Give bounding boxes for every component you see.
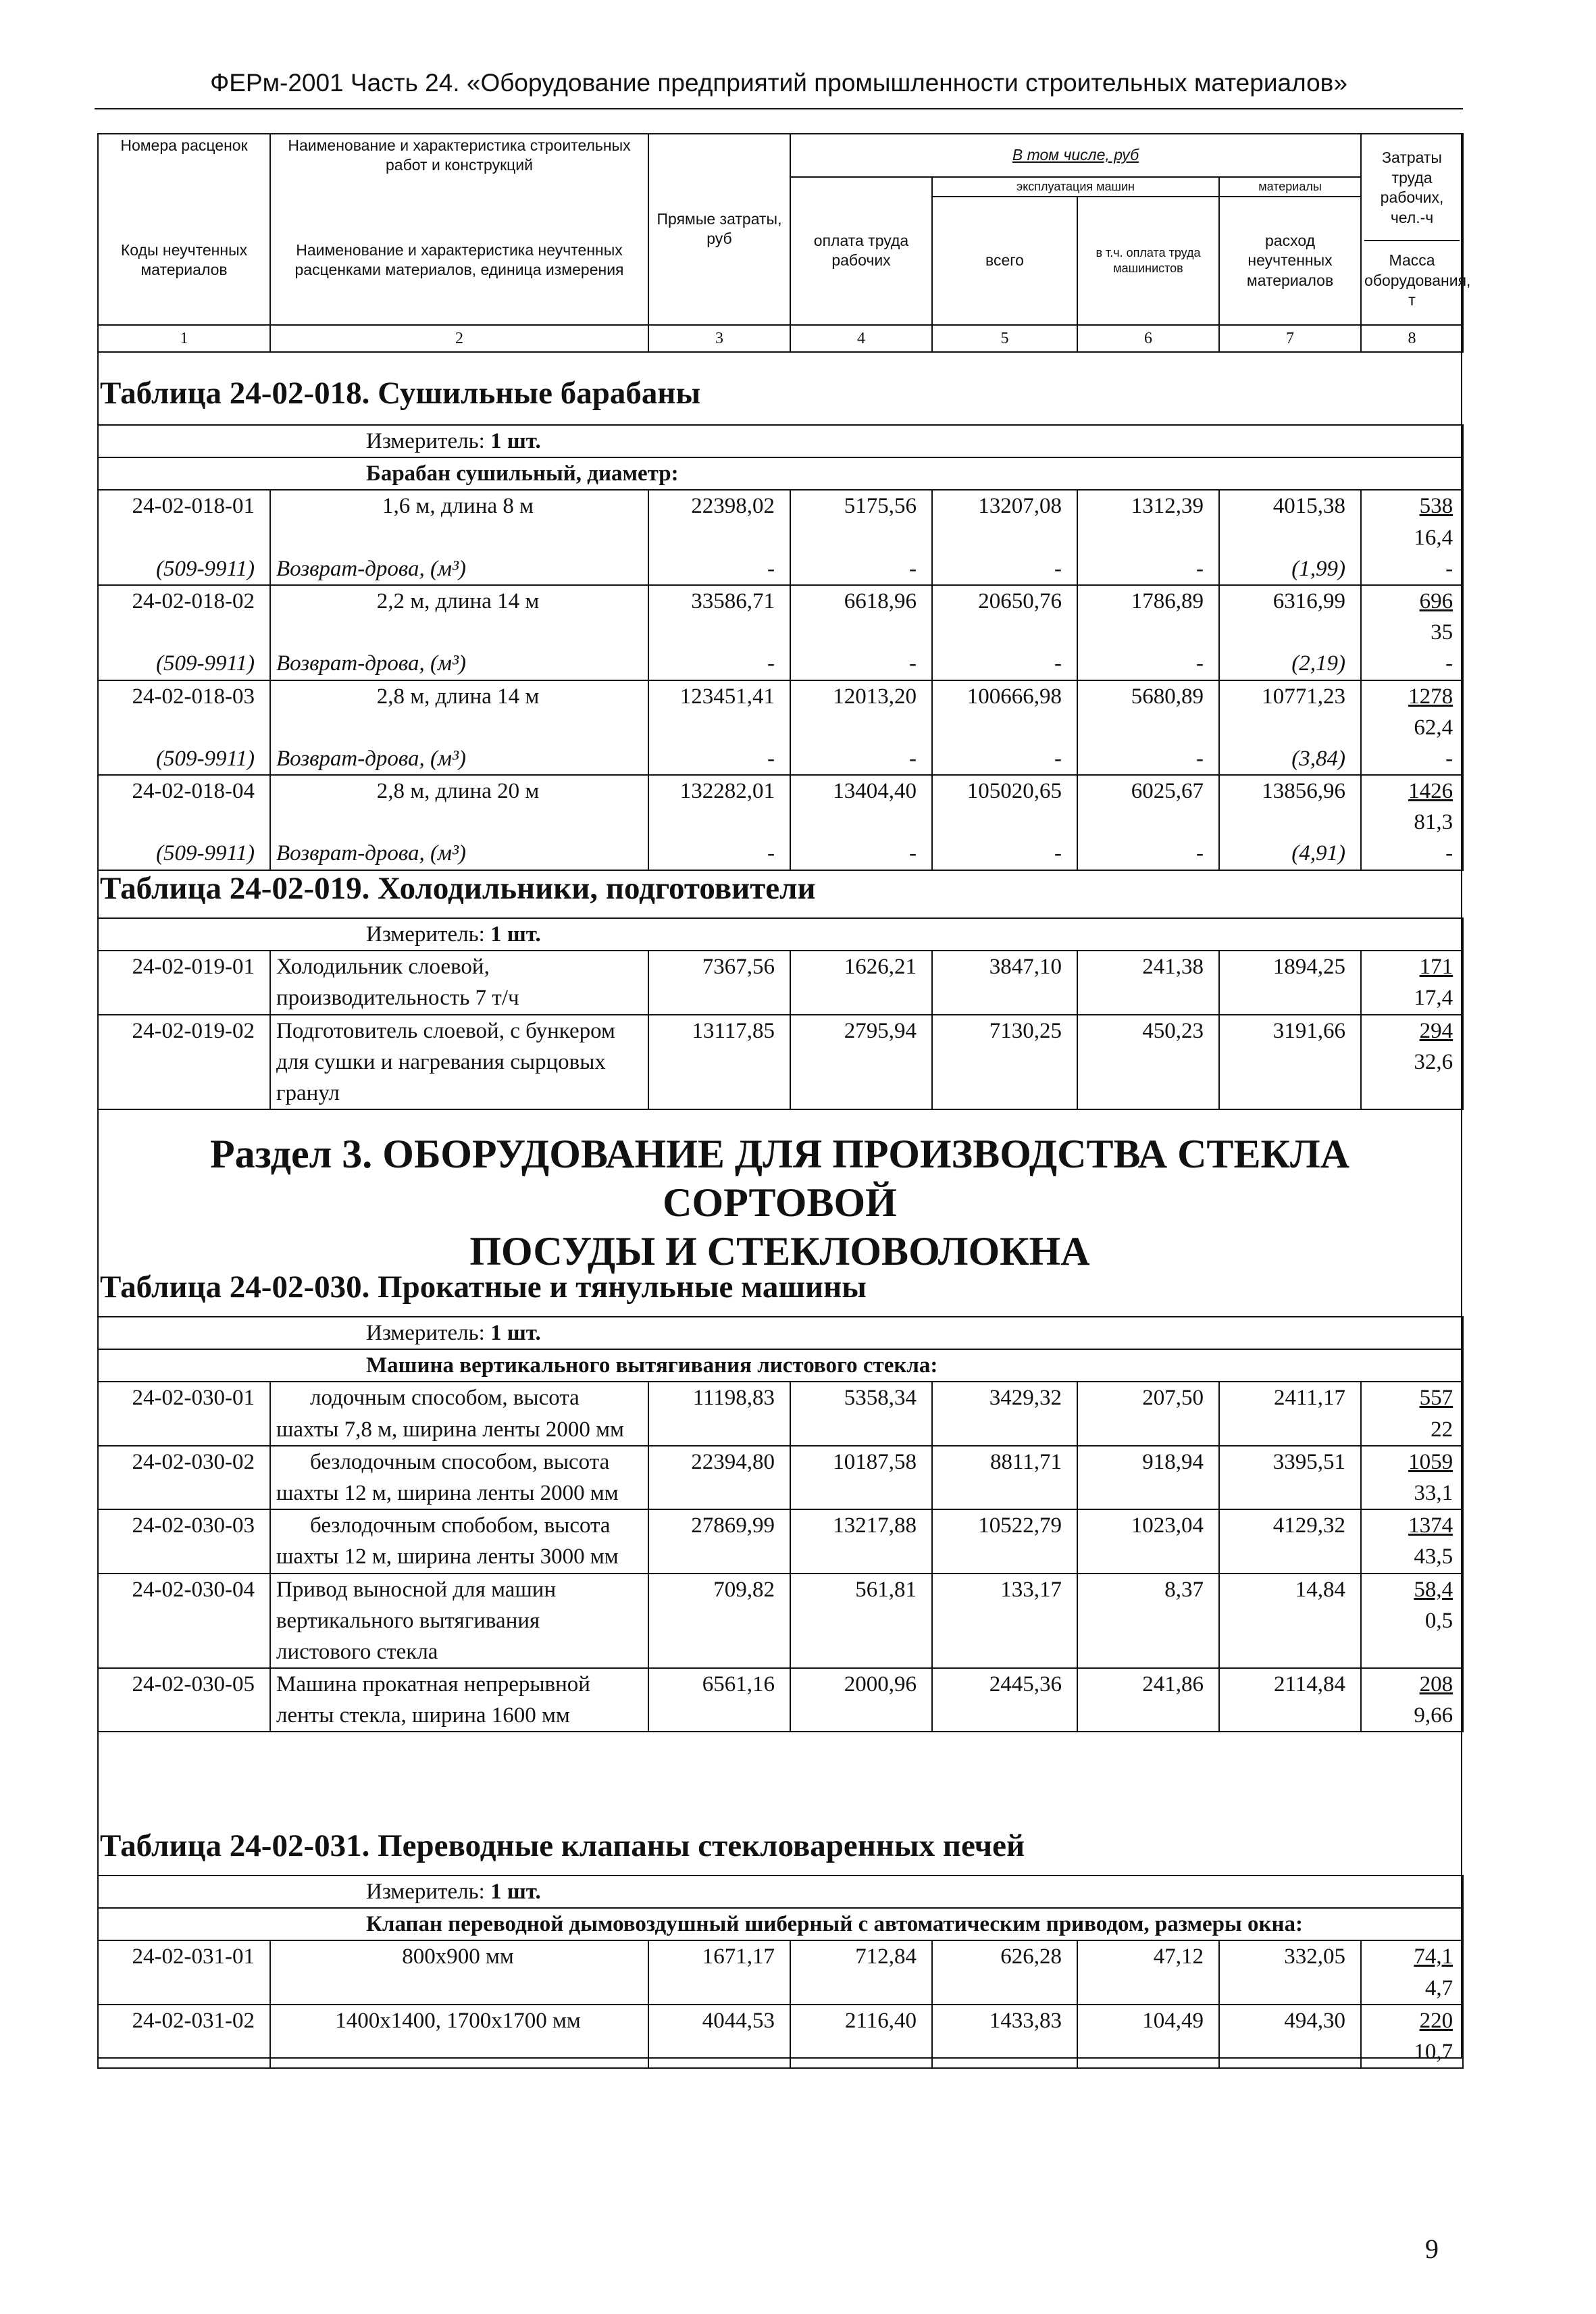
equipment-mass-value: 17,4	[1414, 986, 1453, 1011]
rate-description: Машина прокатная непрерывной ленты стекла, ширина 1600 мм	[270, 1668, 648, 1732]
labor-costs-value: 696	[1419, 588, 1453, 613]
rate-description: Привод выносной для машин вертикального вытягивания листового стекла	[270, 1574, 648, 1669]
header-labor-mass	[1361, 134, 1471, 325]
operator-wages: 104,49	[1077, 2005, 1219, 2068]
rates-table-018	[97, 424, 1464, 871]
labor-mass-cell	[1361, 680, 1463, 743]
measure-label: Измеритель:	[366, 922, 485, 947]
labor-mass-cell	[1361, 1509, 1463, 1573]
materials-costs: 4129,32	[1219, 1509, 1361, 1573]
labor-mass-cell	[1361, 1668, 1463, 1732]
rate-row	[98, 680, 1463, 743]
rate-description: 2,8 м, длина 20 м	[270, 775, 648, 838]
labor-costs-value: 538	[1419, 494, 1453, 519]
machine-costs: 100666,98	[932, 680, 1077, 743]
direct-costs: -	[648, 553, 790, 585]
direct-costs: 132282,01	[648, 775, 790, 838]
operator-wages: 1312,39	[1077, 490, 1219, 553]
rate-description: безлодочным способом, высота шахты 12 м, ширина ленты 2000 мм	[270, 1446, 648, 1509]
rate-description: 1400х1400, 1700х1700 мм	[270, 2005, 648, 2068]
operator-wages: 207,50	[1077, 1382, 1219, 1445]
material-row	[98, 648, 1463, 680]
rate-code: 24-02-018-03	[98, 680, 270, 743]
labor-mass-cell: -	[1361, 743, 1463, 775]
worker-wages: 2116,40	[790, 2005, 932, 2068]
labor-costs-value: 557	[1419, 1386, 1453, 1411]
running-head-rule	[95, 108, 1463, 109]
material-code: (509-9911)	[98, 648, 270, 680]
machine-costs: -	[932, 838, 1077, 870]
rate-code: 24-02-030-01	[98, 1382, 270, 1445]
worker-wages: 712,84	[790, 1940, 932, 2004]
worker-wages: 12013,20	[790, 680, 932, 743]
machine-costs: 20650,76	[932, 585, 1077, 648]
equipment-mass-value: 0,5	[1424, 1608, 1453, 1633]
rate-row	[98, 490, 1463, 553]
labor-costs-value: 171	[1419, 955, 1453, 980]
labor-mass-cell: -	[1361, 838, 1463, 870]
labor-costs-value: 220	[1419, 2008, 1453, 2033]
column-header-table	[97, 133, 1471, 353]
operator-wages: -	[1077, 648, 1219, 680]
labor-costs-value: 294	[1419, 1018, 1453, 1043]
equipment-mass-value: 10,7	[1414, 2039, 1453, 2064]
labor-mass-cell	[1361, 1382, 1463, 1445]
labor-mass-cell	[1361, 585, 1463, 648]
operator-wages: 450,23	[1077, 1015, 1219, 1110]
equipment-mass-value: 22	[1431, 1417, 1453, 1442]
labor-costs-value: 1374	[1408, 1513, 1453, 1538]
machine-costs: 3429,32	[932, 1382, 1077, 1445]
material-consumption: (1,99)	[1219, 553, 1361, 585]
labor-mass-cell	[1361, 2005, 1463, 2068]
column-number: 8	[1361, 325, 1463, 352]
operator-wages: 8,37	[1077, 1574, 1219, 1669]
direct-costs: 4044,53	[648, 2005, 790, 2068]
operator-wages: 241,38	[1077, 951, 1219, 1014]
material-code: (509-9911)	[98, 553, 270, 585]
worker-wages: -	[790, 553, 932, 585]
labor-mass-cell	[1361, 951, 1463, 1014]
operator-wages: -	[1077, 553, 1219, 585]
operator-wages: 6025,67	[1077, 775, 1219, 838]
column-number: 4	[790, 325, 932, 352]
labor-mass-cell	[1361, 1574, 1463, 1669]
machine-costs: 13207,08	[932, 490, 1077, 553]
measure-value: 1 шт.	[490, 922, 541, 947]
equipment-mass-value: 33,1	[1414, 1480, 1453, 1505]
header-labor-rule	[1364, 240, 1460, 241]
material-consumption: (4,91)	[1219, 838, 1361, 870]
column-number: 3	[648, 325, 790, 352]
column-number: 5	[932, 325, 1077, 352]
rate-row	[98, 775, 1463, 838]
direct-costs: 7367,56	[648, 951, 790, 1014]
column-number: 7	[1219, 325, 1361, 352]
direct-costs: 33586,71	[648, 585, 790, 648]
operator-wages: 5680,89	[1077, 680, 1219, 743]
group-heading: Барабан сушильный, диаметр:	[98, 457, 1463, 490]
rate-description: Холодильник слоевой, производительность 7 т/ч	[270, 951, 648, 1014]
operator-wages: -	[1077, 838, 1219, 870]
direct-costs: 6561,16	[648, 1668, 790, 1732]
operator-wages: 918,94	[1077, 1446, 1219, 1509]
materials-costs: 1894,25	[1219, 951, 1361, 1014]
labor-mass-cell: -	[1361, 553, 1463, 585]
direct-costs: -	[648, 743, 790, 775]
header-labor-costs: Затраты труда рабочих, чел.-ч	[1380, 149, 1444, 226]
labor-costs-value: 1426	[1408, 779, 1453, 804]
direct-costs: 709,82	[648, 1574, 790, 1669]
header-operator-wages: в т.ч. оплата труда машинистов	[1077, 197, 1219, 325]
measure-label: Измеритель:	[366, 429, 485, 453]
machine-costs: -	[932, 553, 1077, 585]
material-consumption: (2,19)	[1219, 648, 1361, 680]
rates-table-030	[97, 1316, 1464, 1732]
labor-costs-value: 1059	[1408, 1449, 1453, 1474]
machine-costs: 133,17	[932, 1574, 1077, 1669]
materials-costs: 2114,84	[1219, 1668, 1361, 1732]
rate-code: 24-02-018-01	[98, 490, 270, 553]
material-description: Возврат-дрова, (м³)	[270, 743, 648, 775]
rate-description: 2,2 м, длина 14 м	[270, 585, 648, 648]
materials-costs: 10771,23	[1219, 680, 1361, 743]
direct-costs: 123451,41	[648, 680, 790, 743]
rate-code: 24-02-019-02	[98, 1015, 270, 1110]
labor-mass-cell: -	[1361, 648, 1463, 680]
worker-wages: 2795,94	[790, 1015, 932, 1110]
direct-costs: 22398,02	[648, 490, 790, 553]
rates-table-019	[97, 917, 1464, 1110]
equipment-mass-value: 62,4	[1414, 715, 1453, 740]
equipment-mass-value: 16,4	[1414, 525, 1453, 550]
header-material-codes: Коды неучтенных материалов	[98, 197, 270, 325]
rate-code: 24-02-018-02	[98, 585, 270, 648]
materials-costs: 3191,66	[1219, 1015, 1361, 1110]
measure-label: Измеритель:	[366, 1321, 485, 1345]
column-number: 6	[1077, 325, 1219, 352]
material-description: Возврат-дрова, (м³)	[270, 838, 648, 870]
machine-costs: 626,28	[932, 1940, 1077, 2004]
header-materials: материалы	[1219, 177, 1361, 197]
materials-costs: 494,30	[1219, 2005, 1361, 2068]
direct-costs: 11198,83	[648, 1382, 790, 1445]
machine-costs: 7130,25	[932, 1015, 1077, 1110]
materials-costs: 6316,99	[1219, 585, 1361, 648]
header-equipment-mass: Масса оборудования, т	[1364, 251, 1471, 309]
rate-row	[98, 2005, 1463, 2068]
header-machine-operation: эксплуатация машин	[932, 177, 1219, 197]
machine-costs: 2445,36	[932, 1668, 1077, 1732]
rate-row	[98, 585, 1463, 648]
material-description: Возврат-дрова, (м³)	[270, 553, 648, 585]
worker-wages: -	[790, 743, 932, 775]
labor-costs-value: 208	[1419, 1672, 1453, 1697]
labor-costs-value: 58,4	[1414, 1577, 1453, 1602]
labor-costs-value: 74,1	[1414, 1944, 1453, 1969]
rate-description: лодочным способом, высота шахты 7,8 м, ширина ленты 2000 мм	[270, 1382, 648, 1445]
labor-mass-cell	[1361, 1015, 1463, 1110]
labor-mass-cell	[1361, 1940, 1463, 2004]
operator-wages: 1786,89	[1077, 585, 1219, 648]
column-number: 1	[98, 325, 270, 352]
material-row	[98, 743, 1463, 775]
materials-costs: 13856,96	[1219, 775, 1361, 838]
machine-costs: 10522,79	[932, 1509, 1077, 1573]
column-number: 2	[270, 325, 648, 352]
worker-wages: 561,81	[790, 1574, 932, 1669]
direct-costs: 1671,17	[648, 1940, 790, 2004]
measure-value: 1 шт.	[490, 1321, 541, 1345]
rate-code: 24-02-030-03	[98, 1509, 270, 1573]
equipment-mass-value: 35	[1431, 620, 1453, 645]
material-code: (509-9911)	[98, 743, 270, 775]
materials-costs: 2411,17	[1219, 1382, 1361, 1445]
header-work-name: Наименование и характеристика строительных работ и конструкций	[270, 134, 648, 177]
section-title-line: Раздел 3. ОБОРУДОВАНИЕ ДЛЯ ПРОИЗВОДСТВА СТЕКЛА СОРТОВОЙ	[209, 1132, 1350, 1225]
labor-mass-cell	[1361, 775, 1463, 838]
worker-wages: 13404,40	[790, 775, 932, 838]
worker-wages: 5358,34	[790, 1382, 932, 1445]
equipment-mass-value: 32,6	[1414, 1049, 1453, 1074]
operator-wages: 241,86	[1077, 1668, 1219, 1732]
material-code: (509-9911)	[98, 838, 270, 870]
rate-code: 24-02-019-01	[98, 951, 270, 1014]
machine-costs: 8811,71	[932, 1446, 1077, 1509]
group-heading: Машина вертикального вытягивания листового стекла:	[98, 1349, 1463, 1382]
header-material-names: Наименование и характеристика неучтенных расценками материалов, единица измерения	[270, 197, 648, 325]
measure-label: Измеритель:	[366, 1880, 485, 1904]
direct-costs: 13117,85	[648, 1015, 790, 1110]
header-direct-costs: Прямые затраты, руб	[648, 134, 790, 325]
materials-costs: 14,84	[1219, 1574, 1361, 1669]
section-title	[97, 1130, 1462, 1276]
worker-wages: 13217,88	[790, 1509, 932, 1573]
operator-wages: -	[1077, 743, 1219, 775]
rate-row	[98, 951, 1463, 1014]
rates-table-031	[97, 1875, 1464, 2069]
worker-wages: -	[790, 648, 932, 680]
running-head: ФЕРм-2001 Часть 24. «Оборудование предприятий промышленности строительных материалов»	[210, 69, 1347, 97]
header-rate-spacer	[98, 177, 270, 197]
direct-costs: -	[648, 838, 790, 870]
worker-wages: 1626,21	[790, 951, 932, 1014]
materials-costs: 3395,51	[1219, 1446, 1361, 1509]
table-title-030: Таблица 24-02-030. Прокатные и тянульные машины	[100, 1269, 867, 1305]
rate-description: 1,6 м, длина 8 м	[270, 490, 648, 553]
header-rate-numbers: Номера расценок	[98, 134, 270, 177]
direct-costs: -	[648, 648, 790, 680]
material-row	[98, 838, 1463, 870]
rate-code: 24-02-031-01	[98, 1940, 270, 2004]
rate-row	[98, 1015, 1463, 1110]
worker-wages: 6618,96	[790, 585, 932, 648]
measure-unit	[98, 1876, 1463, 1908]
rate-row	[98, 1382, 1463, 1445]
measure-unit	[98, 425, 1463, 457]
measure-unit	[98, 1317, 1463, 1349]
rate-description: Подготовитель слоевой, с бункером для сушки и нагревания сырцовых гранул	[270, 1015, 648, 1110]
table-title-018: Таблица 24-02-018. Сушильные барабаны	[100, 376, 701, 411]
rate-description: 800х900 мм	[270, 1940, 648, 2004]
labor-costs-value: 1278	[1408, 684, 1453, 709]
material-consumption: (3,84)	[1219, 743, 1361, 775]
header-worker-wages: оплата труда рабочих	[790, 177, 932, 325]
rate-code: 24-02-030-05	[98, 1668, 270, 1732]
material-row	[98, 553, 1463, 585]
direct-costs: 22394,80	[648, 1446, 790, 1509]
measure-value: 1 шт.	[490, 1880, 541, 1904]
table-title-019: Таблица 24-02-019. Холодильники, подготовители	[100, 871, 816, 906]
equipment-mass-value: 43,5	[1414, 1544, 1453, 1569]
rate-description: безлодочным спобобом, высота шахты 12 м, ширина ленты 3000 мм	[270, 1509, 648, 1573]
measure-unit	[98, 918, 1463, 951]
rate-code: 24-02-030-02	[98, 1446, 270, 1509]
machine-costs: -	[932, 743, 1077, 775]
machine-costs: 3847,10	[932, 951, 1077, 1014]
header-material-consumption: расход неучтенных материалов	[1219, 197, 1361, 325]
material-description: Возврат-дрова, (м³)	[270, 648, 648, 680]
section-title-line: ПОСУДЫ И СТЕКЛОВОЛОКНА	[469, 1229, 1090, 1274]
worker-wages: -	[790, 838, 932, 870]
table-title-031: Таблица 24-02-031. Переводные клапаны стекловаренных печей	[100, 1828, 1025, 1863]
equipment-mass-value: 4,7	[1424, 1976, 1453, 2001]
operator-wages: 1023,04	[1077, 1509, 1219, 1573]
materials-costs: 332,05	[1219, 1940, 1361, 2004]
rate-row	[98, 1574, 1463, 1669]
equipment-mass-value: 9,66	[1414, 1703, 1453, 1728]
worker-wages: 2000,96	[790, 1668, 932, 1732]
page-number: 9	[1425, 2234, 1439, 2264]
rate-code: 24-02-031-02	[98, 2005, 270, 2068]
rate-code: 24-02-030-04	[98, 1574, 270, 1669]
rate-code: 24-02-018-04	[98, 775, 270, 838]
rate-row	[98, 1668, 1463, 1732]
rate-row	[98, 1446, 1463, 1509]
direct-costs: 27869,99	[648, 1509, 790, 1573]
worker-wages: 10187,58	[790, 1446, 932, 1509]
machine-costs: 1433,83	[932, 2005, 1077, 2068]
header-work-spacer	[270, 177, 648, 197]
machine-costs: 105020,65	[932, 775, 1077, 838]
rate-row	[98, 1509, 1463, 1573]
labor-mass-cell	[1361, 1446, 1463, 1509]
measure-value: 1 шт.	[490, 429, 541, 453]
header-machine-total: всего	[932, 197, 1077, 325]
operator-wages: 47,12	[1077, 1940, 1219, 2004]
worker-wages: 5175,56	[790, 490, 932, 553]
rate-description: 2,8 м, длина 14 м	[270, 680, 648, 743]
header-including: В том числе, руб	[790, 134, 1361, 177]
materials-costs: 4015,38	[1219, 490, 1361, 553]
group-heading: Клапан переводной дымовоздушный шиберный с автоматическим приводом, размеры окна:	[98, 1908, 1463, 1940]
machine-costs: -	[932, 648, 1077, 680]
labor-mass-cell	[1361, 490, 1463, 553]
equipment-mass-value: 81,3	[1414, 810, 1453, 835]
rate-row	[98, 1940, 1463, 2004]
